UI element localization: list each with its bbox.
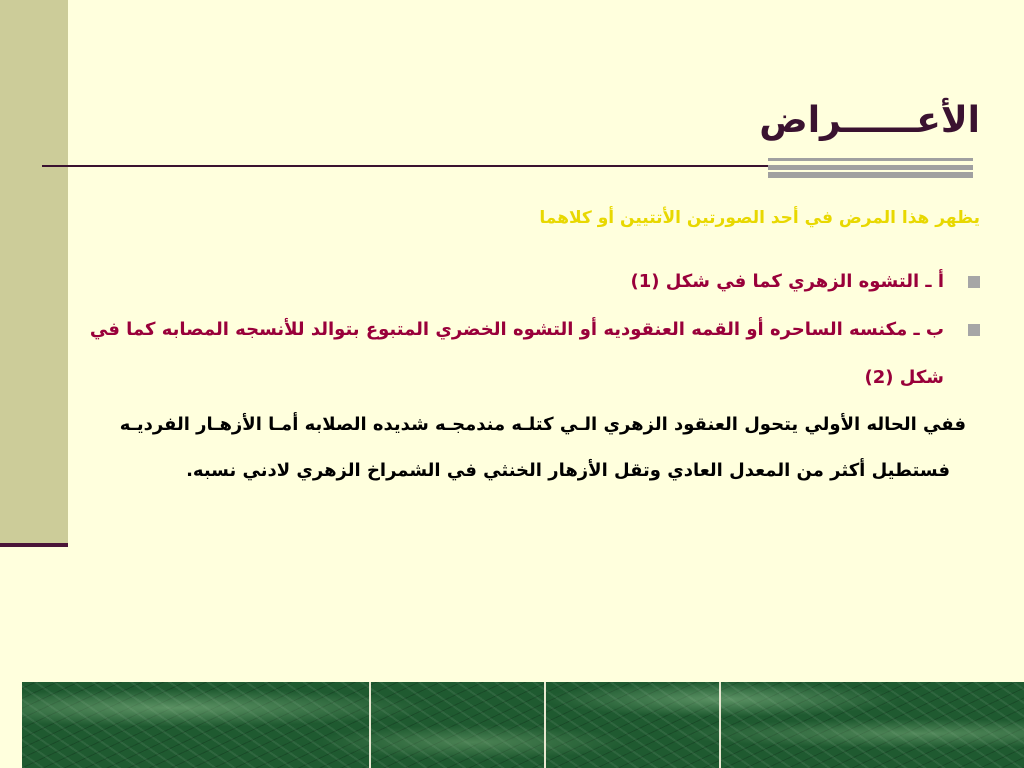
title-accent-stripes	[768, 158, 973, 178]
left-bar-divider	[0, 543, 68, 547]
square-bullet-icon	[968, 276, 980, 288]
footer-divider	[369, 682, 371, 768]
paragraph-line-1: ففي الحاله الأولي يتحول العنقود الزهري الـي كتلـه مندمجـه شديده الصلابه أمـا الأزهـار الفرديـه	[119, 414, 966, 435]
footer-divider	[544, 682, 546, 768]
left-decorative-bar	[0, 0, 68, 546]
square-bullet-icon	[968, 324, 980, 336]
paragraph-line-2: فستطيل أكثر من المعدل العادي وتقل الأزهار الخنثي في الشمراخ الزهري لادني نسبه.	[186, 460, 950, 481]
body-paragraph	[86, 402, 966, 494]
bullet-item	[280, 258, 980, 306]
bullet-text: أ ـ التشوه الزهري كما في شكل (1)	[630, 271, 944, 292]
slide-title: الأعــــــراض	[759, 100, 980, 141]
bullet-item	[80, 306, 980, 402]
intro-text: يظهر هذا المرض في أحد الصورتين الأتتيين أو كلاهما	[539, 208, 980, 228]
bullet-text: ب ـ مكنسه الساحره أو القمه العنقوديه أو التشوه الخضري المتبوع بتوالد للأنسجه المصابه كما في شكل (2)	[89, 319, 944, 388]
footer-divider	[719, 682, 721, 768]
footer-marble-band	[22, 682, 1024, 768]
